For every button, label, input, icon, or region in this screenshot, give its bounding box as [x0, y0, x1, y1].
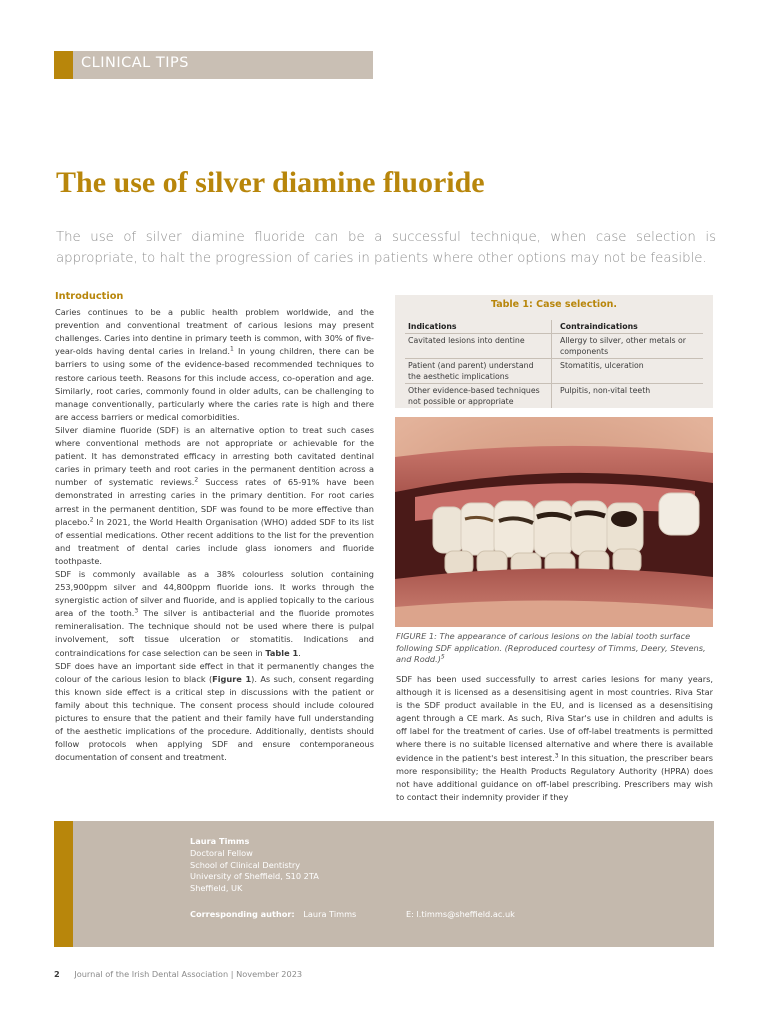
page-footer: [54, 969, 302, 979]
table-row: [405, 383, 703, 408]
journal-credit: Journal of the Irish Dental Association | November 2023: [74, 969, 303, 979]
figure-1-photo: [395, 417, 713, 627]
author-email[interactable]: E: l.timms@sheffield.ac.uk: [406, 909, 515, 919]
paragraph: SDF does have an important side effect in that it permanently changes the colour of the carious lesion to black (Figure 1). As such, consent regarding this known side effect is a critical step in discussions with the patient or family about this technique. The consent process should include coloured pictures to ensure that the patient and their family have full understanding of the aesthetic implications of the procedure. Additionally, dentists should follow protocols when applying SDF and ensure contemporaneous documentation of consent and treatment.: [55, 660, 374, 763]
table-cell: Allergy to silver, other metals or components: [560, 336, 687, 356]
author-box: [54, 821, 714, 947]
table-cell: Stomatitis, ulceration: [560, 361, 644, 370]
reference-marker[interactable]: 2: [89, 515, 94, 523]
author-name: Laura Timms: [190, 836, 250, 846]
section-tag-bar: [54, 51, 73, 79]
author-location: Sheffield, UK: [190, 883, 243, 894]
reference-marker[interactable]: 2: [194, 476, 199, 484]
reference-marker[interactable]: 1: [229, 345, 234, 353]
corresponding-author: [190, 909, 356, 919]
reference-marker[interactable]: 3: [554, 751, 559, 759]
table-row: [405, 358, 703, 383]
left-column: [55, 290, 374, 764]
table-cell: Cavitated lesions into dentine: [405, 334, 552, 358]
table-reference[interactable]: Table 1: [265, 647, 299, 658]
paragraph: Caries continues to be a public health problem worldwide, and the prevention and conventional treatment of carious lesions may present challenges. Caries into dentine in primary teeth is common, with 30% of five-year-olds having dental caries in Ireland.$^1$ In young children, there can be barriers to using some of the evidence-based recommended techniques to restore carious teeth. Reasons for this include access, co-operation and age. Similarly, root caries, commonly found in older adults, can be challenging to manage conventionally, particularly where the caries rate is high and there are access barriers or medical comorbidities.: [55, 307, 374, 422]
table-cell: Patient (and parent) understand the aesthetic implications: [405, 359, 552, 383]
standfirst: The use of silver diamine fluoride can be a successful technique, when case selection is appropriate, to halt the progression of caries in patients where other options may not be feasible.: [56, 230, 716, 266]
corresponding-author-label: Corresponding author:: [190, 909, 295, 919]
figure-caption: FIGURE 1: The appearance of carious lesions on the labial tooth surface following SDF application. (Reproduced courtesy of Timms, Deery, Stevens, and Rodd.)$^5$: [396, 631, 706, 664]
page-number: 2: [54, 969, 60, 979]
paragraph: SDF is commonly available as a 38% colourless solution containing 253,900ppm silver and 44,800ppm fluoride ions. It works through the synergistic action of silver and fluoride, and is applied topically to the carious area of the tooth.$^3$ The silver is antibacterial and the fluoride promotes remineralisation. The technique should not be used where there is pulpal involvement, soft tissue ulceration or stomatitis. Indications and contraindications for case selection can be seen in Table 1.: [55, 568, 375, 658]
corresponding-author-name: Laura Timms: [303, 909, 357, 919]
author-department: School of Clinical Dentistry: [190, 859, 301, 870]
section-tag-label: CLINICAL TIPS: [81, 55, 189, 71]
table-header-indications: Indications: [405, 320, 552, 333]
table-grid: [405, 320, 703, 408]
paragraph: Silver diamine fluoride (SDF) is an alternative option to treat such cases where conventional methods are not appropriate or achievable for the patient. It has demonstrated efficacy in arresting both cavitated dentinal caries in primary teeth and root caries in the permanent dentition across a number of systematic reviews.$^2$ Success rates of 65-91% have been demonstrated in arresting caries in the primary dentition. For root caries arrest in the permanent dentition, SDF was found to be more effective than placebo.$^2$ In 2021, the World Health Organisation (WHO) added SDF to its list of essential medications. Other recent additions to the list for the prevention and treatment of dental caries include glass ionomers and fluoride toothpaste.: [55, 424, 375, 566]
author-info: [190, 836, 319, 895]
author-role: Doctoral Fellow: [190, 847, 253, 858]
intro-heading: Introduction: [55, 291, 124, 302]
article-title: The use of silver diamine fluoride: [56, 166, 485, 199]
reference-marker[interactable]: 5: [440, 653, 445, 661]
author-box-bar: [54, 821, 73, 947]
figure-reference[interactable]: Figure 1: [212, 673, 252, 684]
reference-marker[interactable]: 3: [134, 607, 139, 615]
section-tag: [54, 51, 373, 79]
table-header-contraindications: Contraindications: [560, 322, 638, 331]
table-caption: Table 1: Case selection.: [490, 299, 618, 310]
right-column: [396, 673, 713, 804]
paragraph: SDF has been used successfully to arrest caries lesions for many years, although it is licensed as a desensitising agent in most countries. Riva Star is the SDF product available in the EU, and is licensed as a desensitising agent through a CE mark. As such, Riva Star's use in children and adults is off label for the treatment of caries. Use of off-label treatments is permitted where there is no suitable licensed alternative and where there is available evidence in the patient's best interest.$^3$ In this situation, the prescriber bears more responsibility; the Health Products Regulatory Authority (HPRA) does not have additional guidance on off-label prescribing. Prescribers may wish to contact their indemnity provider if they: [396, 674, 713, 802]
author-university: University of Sheffield, S10 2TA: [190, 871, 319, 882]
table-cell: Other evidence-based techniques not possible or appropriate: [405, 384, 552, 408]
table-row: [405, 333, 703, 358]
case-selection-table: [395, 295, 713, 408]
table-header-row: [405, 320, 703, 333]
table-cell: Pulpitis, non-vital teeth: [560, 386, 651, 395]
